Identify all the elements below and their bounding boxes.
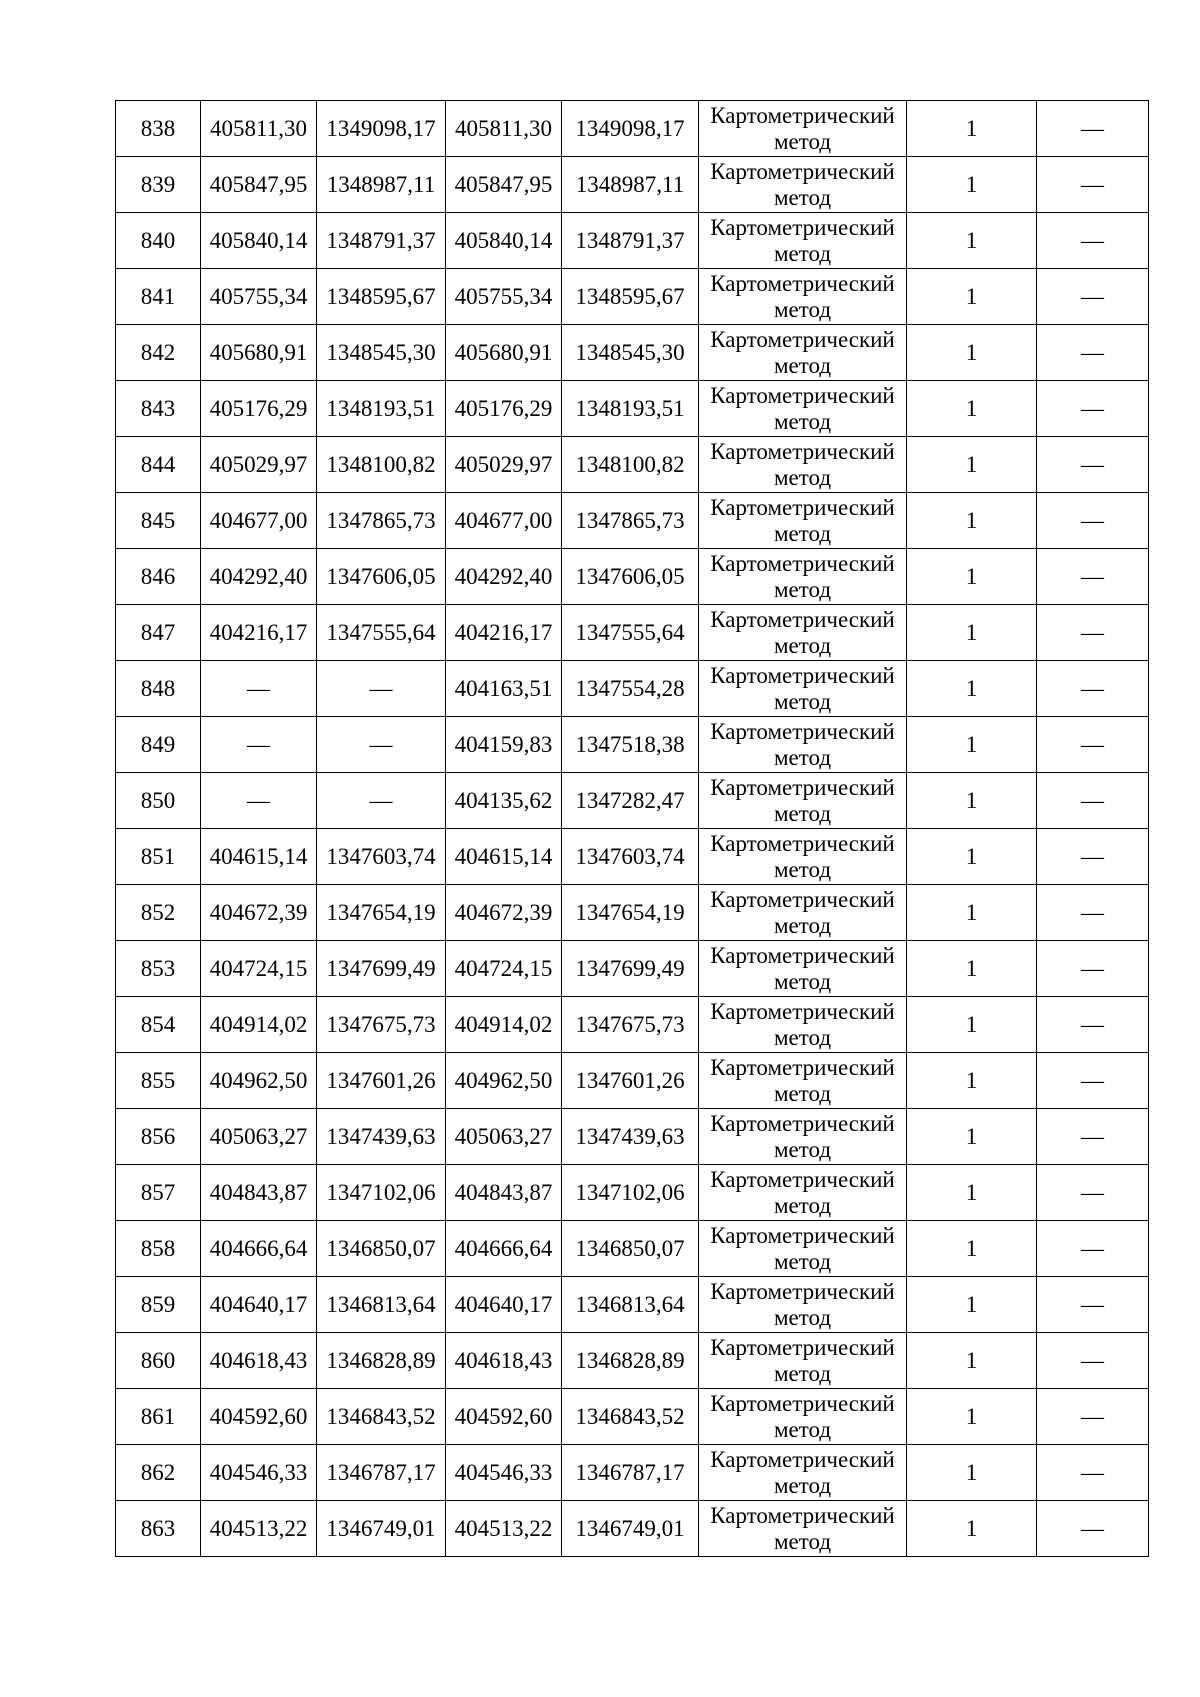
- accuracy-cell: 1: [907, 157, 1037, 213]
- table-row: [116, 773, 1149, 829]
- method-line-2: метод: [773, 1248, 832, 1274]
- new-x-cell: 404672,39: [446, 885, 562, 941]
- new-x-cell: 405063,27: [446, 1109, 562, 1165]
- new-x-cell: 405847,95: [446, 157, 562, 213]
- method-line-1: Картометрический: [710, 1502, 895, 1528]
- point-number-cell: 839: [116, 157, 201, 213]
- existing-y-cell: 1346850,07: [317, 1221, 446, 1277]
- point-number-cell: 860: [116, 1333, 201, 1389]
- point-number-cell: 856: [116, 1109, 201, 1165]
- point-number-cell: 861: [116, 1389, 201, 1445]
- existing-x-cell: 404216,17: [201, 605, 317, 661]
- accuracy-cell: 1: [907, 1445, 1037, 1501]
- point-number-cell: 850: [116, 773, 201, 829]
- table-row: [116, 1109, 1149, 1165]
- method-line-2: метод: [773, 464, 832, 490]
- method-line-1: Картометрический: [710, 1054, 895, 1080]
- method-line-1: Картометрический: [710, 326, 895, 352]
- method-cell: [699, 325, 907, 381]
- table-row: [116, 1501, 1149, 1557]
- existing-x-cell: 404618,43: [201, 1333, 317, 1389]
- table-row: [116, 381, 1149, 437]
- new-x-cell: 405176,29: [446, 381, 562, 437]
- table-row: [116, 549, 1149, 605]
- method-line-1: Картометрический: [710, 550, 895, 576]
- method-cell: [699, 829, 907, 885]
- method-line-2: метод: [773, 744, 832, 770]
- existing-x-cell: 405840,14: [201, 213, 317, 269]
- note-cell: —: [1037, 605, 1149, 661]
- table-row: [116, 1165, 1149, 1221]
- method-line-1: Картометрический: [710, 1278, 895, 1304]
- note-cell: —: [1037, 1389, 1149, 1445]
- existing-x-cell: 404292,40: [201, 549, 317, 605]
- table-row: [116, 1333, 1149, 1389]
- method-cell: [699, 269, 907, 325]
- method-cell: [699, 605, 907, 661]
- note-cell: —: [1037, 1501, 1149, 1557]
- new-y-cell: 1348545,30: [562, 325, 699, 381]
- method-line-1: Картометрический: [710, 494, 895, 520]
- point-number-cell: 845: [116, 493, 201, 549]
- method-cell: [699, 101, 907, 157]
- table-row: [116, 661, 1149, 717]
- existing-y-cell: 1348791,37: [317, 213, 446, 269]
- table-row: [116, 1445, 1149, 1501]
- accuracy-cell: 1: [907, 1333, 1037, 1389]
- existing-x-cell: 404615,14: [201, 829, 317, 885]
- new-x-cell: 404513,22: [446, 1501, 562, 1557]
- note-cell: —: [1037, 157, 1149, 213]
- existing-y-cell: 1348193,51: [317, 381, 446, 437]
- new-x-cell: 404724,15: [446, 941, 562, 997]
- point-number-cell: 858: [116, 1221, 201, 1277]
- existing-y-cell: 1348987,11: [317, 157, 446, 213]
- accuracy-cell: 1: [907, 1109, 1037, 1165]
- method-line-2: метод: [773, 632, 832, 658]
- method-line-1: Картометрический: [710, 1222, 895, 1248]
- accuracy-cell: 1: [907, 1165, 1037, 1221]
- existing-y-cell: —: [317, 661, 446, 717]
- existing-y-cell: 1346843,52: [317, 1389, 446, 1445]
- existing-x-cell: 405176,29: [201, 381, 317, 437]
- table-row: [116, 1221, 1149, 1277]
- method-line-2: метод: [773, 800, 832, 826]
- method-cell: [699, 997, 907, 1053]
- method-line-2: метод: [773, 1080, 832, 1106]
- method-cell: [699, 157, 907, 213]
- table-row: [116, 101, 1149, 157]
- new-x-cell: 404163,51: [446, 661, 562, 717]
- existing-x-cell: 405029,97: [201, 437, 317, 493]
- table-row: [116, 493, 1149, 549]
- accuracy-cell: 1: [907, 325, 1037, 381]
- point-number-cell: 838: [116, 101, 201, 157]
- new-x-cell: 404135,62: [446, 773, 562, 829]
- existing-y-cell: 1349098,17: [317, 101, 446, 157]
- new-y-cell: 1347606,05: [562, 549, 699, 605]
- method-line-2: метод: [773, 520, 832, 546]
- method-line-1: Картометрический: [710, 998, 895, 1024]
- point-number-cell: 855: [116, 1053, 201, 1109]
- table-row: [116, 269, 1149, 325]
- note-cell: —: [1037, 661, 1149, 717]
- accuracy-cell: 1: [907, 941, 1037, 997]
- point-number-cell: 840: [116, 213, 201, 269]
- point-number-cell: 844: [116, 437, 201, 493]
- new-x-cell: 404843,87: [446, 1165, 562, 1221]
- existing-x-cell: —: [201, 661, 317, 717]
- table-row: [116, 213, 1149, 269]
- method-line-2: метод: [773, 296, 832, 322]
- method-line-2: метод: [773, 240, 832, 266]
- new-x-cell: 404292,40: [446, 549, 562, 605]
- new-y-cell: 1348193,51: [562, 381, 699, 437]
- existing-y-cell: 1346813,64: [317, 1277, 446, 1333]
- method-line-1: Картометрический: [710, 1390, 895, 1416]
- table-row: [116, 437, 1149, 493]
- new-x-cell: 405755,34: [446, 269, 562, 325]
- existing-y-cell: 1347699,49: [317, 941, 446, 997]
- note-cell: —: [1037, 437, 1149, 493]
- new-y-cell: 1347603,74: [562, 829, 699, 885]
- table-row: [116, 157, 1149, 213]
- point-number-cell: 851: [116, 829, 201, 885]
- note-cell: —: [1037, 829, 1149, 885]
- method-cell: [699, 941, 907, 997]
- note-cell: —: [1037, 381, 1149, 437]
- existing-x-cell: 404962,50: [201, 1053, 317, 1109]
- note-cell: —: [1037, 1333, 1149, 1389]
- method-line-1: Картометрический: [710, 438, 895, 464]
- new-x-cell: 404546,33: [446, 1445, 562, 1501]
- existing-x-cell: 404513,22: [201, 1501, 317, 1557]
- method-cell: [699, 1277, 907, 1333]
- new-y-cell: 1348595,67: [562, 269, 699, 325]
- point-number-cell: 849: [116, 717, 201, 773]
- method-line-2: метод: [773, 1024, 832, 1050]
- method-line-2: метод: [773, 968, 832, 994]
- existing-x-cell: 404640,17: [201, 1277, 317, 1333]
- new-y-cell: 1347865,73: [562, 493, 699, 549]
- method-line-1: Картометрический: [710, 718, 895, 744]
- existing-y-cell: 1347555,64: [317, 605, 446, 661]
- table-row: [116, 717, 1149, 773]
- method-line-1: Картометрический: [710, 1166, 895, 1192]
- method-cell: [699, 1501, 907, 1557]
- existing-y-cell: —: [317, 773, 446, 829]
- new-x-cell: 404640,17: [446, 1277, 562, 1333]
- note-cell: —: [1037, 549, 1149, 605]
- point-number-cell: 842: [116, 325, 201, 381]
- note-cell: —: [1037, 997, 1149, 1053]
- existing-x-cell: 404672,39: [201, 885, 317, 941]
- existing-y-cell: 1347603,74: [317, 829, 446, 885]
- method-line-2: метод: [773, 184, 832, 210]
- method-cell: [699, 493, 907, 549]
- table-row: [116, 1389, 1149, 1445]
- method-cell: [699, 1165, 907, 1221]
- new-y-cell: 1347554,28: [562, 661, 699, 717]
- method-cell: [699, 213, 907, 269]
- accuracy-cell: 1: [907, 1053, 1037, 1109]
- method-cell: [699, 1389, 907, 1445]
- method-cell: [699, 1445, 907, 1501]
- existing-y-cell: 1347601,26: [317, 1053, 446, 1109]
- method-line-2: метод: [773, 408, 832, 434]
- table-row: [116, 1277, 1149, 1333]
- existing-y-cell: 1347865,73: [317, 493, 446, 549]
- new-y-cell: 1349098,17: [562, 101, 699, 157]
- accuracy-cell: 1: [907, 269, 1037, 325]
- table-row: [116, 941, 1149, 997]
- new-y-cell: 1348791,37: [562, 213, 699, 269]
- accuracy-cell: 1: [907, 605, 1037, 661]
- new-y-cell: 1347601,26: [562, 1053, 699, 1109]
- note-cell: —: [1037, 325, 1149, 381]
- existing-x-cell: 405811,30: [201, 101, 317, 157]
- method-line-1: Картометрический: [710, 830, 895, 856]
- note-cell: —: [1037, 1221, 1149, 1277]
- accuracy-cell: 1: [907, 773, 1037, 829]
- existing-x-cell: 405680,91: [201, 325, 317, 381]
- new-y-cell: 1347282,47: [562, 773, 699, 829]
- new-x-cell: 405840,14: [446, 213, 562, 269]
- note-cell: —: [1037, 1109, 1149, 1165]
- new-x-cell: 404618,43: [446, 1333, 562, 1389]
- new-x-cell: 405029,97: [446, 437, 562, 493]
- table-row: [116, 325, 1149, 381]
- note-cell: —: [1037, 885, 1149, 941]
- existing-x-cell: 404666,64: [201, 1221, 317, 1277]
- new-x-cell: 404216,17: [446, 605, 562, 661]
- accuracy-cell: 1: [907, 1389, 1037, 1445]
- method-line-2: метод: [773, 128, 832, 154]
- new-y-cell: 1347102,06: [562, 1165, 699, 1221]
- table-row: [116, 997, 1149, 1053]
- method-cell: [699, 381, 907, 437]
- point-number-cell: 848: [116, 661, 201, 717]
- accuracy-cell: 1: [907, 213, 1037, 269]
- method-line-2: метод: [773, 912, 832, 938]
- table-row: [116, 829, 1149, 885]
- accuracy-cell: 1: [907, 549, 1037, 605]
- method-cell: [699, 1221, 907, 1277]
- new-x-cell: 404592,60: [446, 1389, 562, 1445]
- point-number-cell: 862: [116, 1445, 201, 1501]
- existing-x-cell: 404592,60: [201, 1389, 317, 1445]
- method-cell: [699, 1053, 907, 1109]
- note-cell: —: [1037, 773, 1149, 829]
- existing-x-cell: 404546,33: [201, 1445, 317, 1501]
- accuracy-cell: 1: [907, 1221, 1037, 1277]
- existing-y-cell: 1348595,67: [317, 269, 446, 325]
- method-line-1: Картометрический: [710, 214, 895, 240]
- existing-y-cell: 1347102,06: [317, 1165, 446, 1221]
- existing-x-cell: 404677,00: [201, 493, 317, 549]
- method-line-2: метод: [773, 1136, 832, 1162]
- coordinates-table-body: [116, 101, 1149, 1557]
- new-y-cell: 1348987,11: [562, 157, 699, 213]
- point-number-cell: 843: [116, 381, 201, 437]
- method-line-2: метод: [773, 856, 832, 882]
- method-cell: [699, 661, 907, 717]
- point-number-cell: 853: [116, 941, 201, 997]
- point-number-cell: 841: [116, 269, 201, 325]
- method-line-2: метод: [773, 688, 832, 714]
- accuracy-cell: 1: [907, 493, 1037, 549]
- accuracy-cell: 1: [907, 1277, 1037, 1333]
- method-line-1: Картометрический: [710, 270, 895, 296]
- accuracy-cell: 1: [907, 381, 1037, 437]
- existing-x-cell: —: [201, 773, 317, 829]
- accuracy-cell: 1: [907, 829, 1037, 885]
- existing-x-cell: 405755,34: [201, 269, 317, 325]
- method-cell: [699, 885, 907, 941]
- new-y-cell: 1346787,17: [562, 1445, 699, 1501]
- method-line-2: метод: [773, 1360, 832, 1386]
- table-row: [116, 885, 1149, 941]
- method-line-1: Картометрический: [710, 1446, 895, 1472]
- new-y-cell: 1347699,49: [562, 941, 699, 997]
- new-x-cell: 404962,50: [446, 1053, 562, 1109]
- existing-x-cell: 404843,87: [201, 1165, 317, 1221]
- existing-y-cell: —: [317, 717, 446, 773]
- note-cell: —: [1037, 101, 1149, 157]
- method-line-2: метод: [773, 352, 832, 378]
- existing-x-cell: —: [201, 717, 317, 773]
- accuracy-cell: 1: [907, 717, 1037, 773]
- new-y-cell: 1346850,07: [562, 1221, 699, 1277]
- accuracy-cell: 1: [907, 661, 1037, 717]
- method-line-1: Картометрический: [710, 382, 895, 408]
- method-line-1: Картометрический: [710, 158, 895, 184]
- accuracy-cell: 1: [907, 101, 1037, 157]
- new-x-cell: 404914,02: [446, 997, 562, 1053]
- existing-x-cell: 405847,95: [201, 157, 317, 213]
- note-cell: —: [1037, 1277, 1149, 1333]
- method-line-1: Картометрический: [710, 102, 895, 128]
- accuracy-cell: 1: [907, 997, 1037, 1053]
- new-x-cell: 404666,64: [446, 1221, 562, 1277]
- existing-y-cell: 1347606,05: [317, 549, 446, 605]
- method-cell: [699, 1109, 907, 1165]
- point-number-cell: 859: [116, 1277, 201, 1333]
- method-cell: [699, 773, 907, 829]
- new-y-cell: 1347675,73: [562, 997, 699, 1053]
- existing-y-cell: 1348545,30: [317, 325, 446, 381]
- existing-y-cell: 1346787,17: [317, 1445, 446, 1501]
- new-y-cell: 1346749,01: [562, 1501, 699, 1557]
- point-number-cell: 854: [116, 997, 201, 1053]
- accuracy-cell: 1: [907, 885, 1037, 941]
- coordinates-table: [115, 100, 1149, 1557]
- new-y-cell: 1347555,64: [562, 605, 699, 661]
- method-line-1: Картометрический: [710, 774, 895, 800]
- method-line-1: Картометрический: [710, 942, 895, 968]
- note-cell: —: [1037, 1165, 1149, 1221]
- note-cell: —: [1037, 493, 1149, 549]
- note-cell: —: [1037, 1053, 1149, 1109]
- existing-y-cell: 1348100,82: [317, 437, 446, 493]
- new-x-cell: 404615,14: [446, 829, 562, 885]
- method-line-1: Картометрический: [710, 1334, 895, 1360]
- method-line-2: метод: [773, 1472, 832, 1498]
- method-cell: [699, 437, 907, 493]
- method-line-2: метод: [773, 1528, 832, 1554]
- new-x-cell: 404159,83: [446, 717, 562, 773]
- existing-x-cell: 404724,15: [201, 941, 317, 997]
- method-line-2: метод: [773, 1416, 832, 1442]
- note-cell: —: [1037, 1445, 1149, 1501]
- note-cell: —: [1037, 269, 1149, 325]
- existing-y-cell: 1347654,19: [317, 885, 446, 941]
- new-x-cell: 405680,91: [446, 325, 562, 381]
- accuracy-cell: 1: [907, 437, 1037, 493]
- new-y-cell: 1347654,19: [562, 885, 699, 941]
- new-x-cell: 405811,30: [446, 101, 562, 157]
- new-y-cell: 1348100,82: [562, 437, 699, 493]
- point-number-cell: 846: [116, 549, 201, 605]
- new-x-cell: 404677,00: [446, 493, 562, 549]
- new-y-cell: 1346828,89: [562, 1333, 699, 1389]
- accuracy-cell: 1: [907, 1501, 1037, 1557]
- method-cell: [699, 717, 907, 773]
- point-number-cell: 852: [116, 885, 201, 941]
- new-y-cell: 1347518,38: [562, 717, 699, 773]
- point-number-cell: 857: [116, 1165, 201, 1221]
- existing-x-cell: 404914,02: [201, 997, 317, 1053]
- existing-y-cell: 1346749,01: [317, 1501, 446, 1557]
- method-line-2: метод: [773, 576, 832, 602]
- note-cell: —: [1037, 941, 1149, 997]
- table-row: [116, 1053, 1149, 1109]
- method-line-1: Картометрический: [710, 886, 895, 912]
- table-row: [116, 605, 1149, 661]
- point-number-cell: 863: [116, 1501, 201, 1557]
- note-cell: —: [1037, 717, 1149, 773]
- method-line-1: Картометрический: [710, 606, 895, 632]
- new-y-cell: 1346813,64: [562, 1277, 699, 1333]
- note-cell: —: [1037, 213, 1149, 269]
- new-y-cell: 1346843,52: [562, 1389, 699, 1445]
- existing-y-cell: 1347439,63: [317, 1109, 446, 1165]
- method-line-1: Картометрический: [710, 662, 895, 688]
- method-line-2: метод: [773, 1192, 832, 1218]
- method-cell: [699, 1333, 907, 1389]
- existing-x-cell: 405063,27: [201, 1109, 317, 1165]
- existing-y-cell: 1346828,89: [317, 1333, 446, 1389]
- existing-y-cell: 1347675,73: [317, 997, 446, 1053]
- method-cell: [699, 549, 907, 605]
- new-y-cell: 1347439,63: [562, 1109, 699, 1165]
- point-number-cell: 847: [116, 605, 201, 661]
- method-line-2: метод: [773, 1304, 832, 1330]
- method-line-1: Картометрический: [710, 1110, 895, 1136]
